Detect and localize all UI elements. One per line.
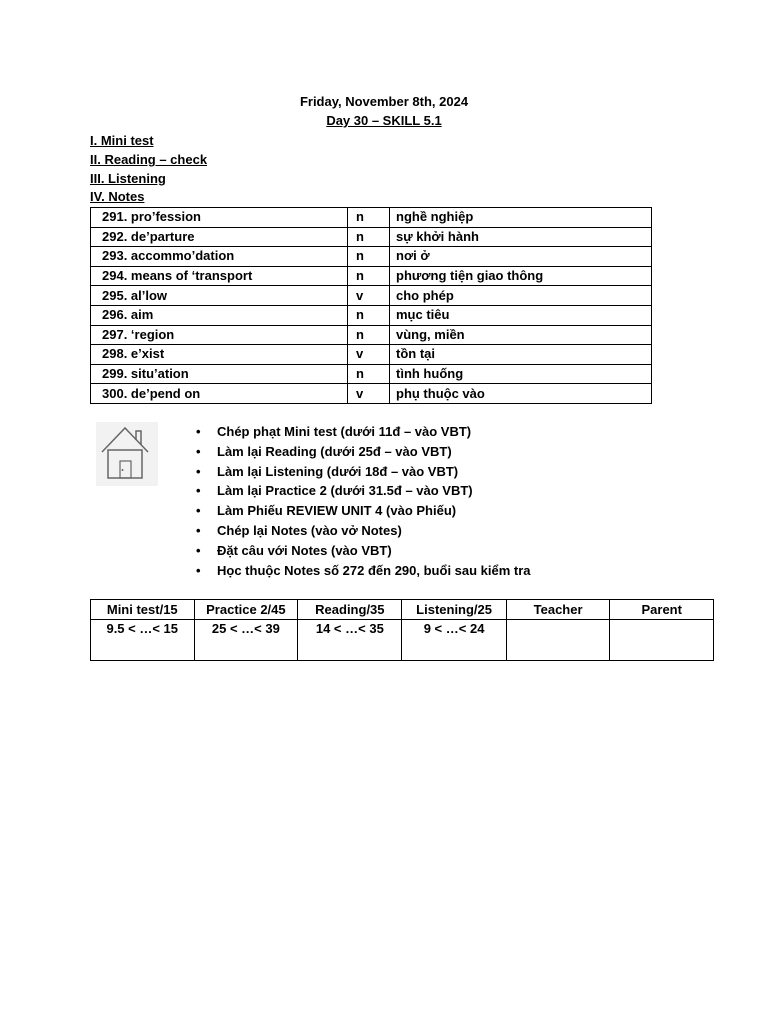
notes-word: 299. situ’ation	[91, 364, 348, 384]
notes-pos: n	[348, 227, 390, 247]
notes-word: 296. aim	[91, 305, 348, 325]
score-header-practice: Practice 2/45	[194, 600, 298, 620]
notes-meaning: mục tiêu	[390, 305, 652, 325]
homework-item: • Làm Phiếu REVIEW UNIT 4 (vào Phiếu)	[196, 503, 457, 519]
score-value-teacher	[506, 620, 610, 661]
homework-item: • Làm lại Practice 2 (dưới 31.5đ – vào VBT)	[196, 483, 473, 499]
notes-row	[91, 227, 652, 247]
score-value-reading: 14 < …< 35	[298, 620, 402, 661]
homework-item: • Chép lại Notes (vào vở Notes)	[196, 522, 402, 538]
score-header-row	[91, 600, 714, 620]
homework-text: Làm lại Reading (dưới 25đ – vào VBT)	[217, 443, 452, 459]
notes-meaning: phương tiện giao thông	[390, 266, 652, 286]
notes-pos: n	[348, 247, 390, 267]
notes-word: 297. ‘region	[91, 325, 348, 345]
notes-meaning: nơi ở	[390, 247, 652, 267]
notes-pos: n	[348, 266, 390, 286]
score-header-reading: Reading/35	[298, 600, 402, 620]
notes-word: 292. de’parture	[91, 227, 348, 247]
house-icon-graphic	[96, 422, 158, 486]
score-header-parent: Parent	[610, 600, 714, 620]
notes-pos: v	[348, 286, 390, 306]
notes-meaning: tồn tại	[390, 345, 652, 365]
worksheet-date: Friday, November 8th, 2024	[299, 94, 469, 109]
notes-row	[91, 325, 652, 345]
notes-pos: n	[348, 208, 390, 228]
notes-table	[90, 207, 652, 404]
homework-item: • Làm lại Listening (dưới 18đ – vào VBT)	[196, 463, 459, 479]
score-header-teacher: Teacher	[506, 600, 610, 620]
notes-meaning: nghề nghiệp	[390, 208, 652, 228]
notes-word: 294. means of ‘transport	[91, 266, 348, 286]
notes-word: 295. al’low	[91, 286, 348, 306]
homework-item: • Học thuộc Notes số 272 đến 290, buổi sau kiểm tra	[196, 562, 531, 578]
score-header-mini-test: Mini test/15	[91, 600, 195, 620]
score-value-parent	[610, 620, 714, 661]
homework-item: • Làm lại Reading (dưới 25đ – vào VBT)	[196, 443, 452, 459]
notes-row	[91, 286, 652, 306]
notes-pos: n	[348, 305, 390, 325]
score-value-listening: 9 < …< 24	[402, 620, 506, 661]
homework-item: • Chép phạt Mini test (dưới 11đ – vào VBT)	[196, 424, 472, 439]
notes-meaning: tình huống	[390, 364, 652, 384]
section-mini-test: I. Mini test	[90, 133, 154, 148]
notes-row	[91, 384, 652, 404]
homework-item: • Đặt câu với Notes (vào VBT)	[196, 542, 392, 558]
notes-row	[91, 247, 652, 267]
homework-text: Học thuộc Notes số 272 đến 290, buổi sau kiểm tra	[217, 562, 531, 578]
notes-row	[91, 364, 652, 384]
homework-text: Chép phạt Mini test (dưới 11đ – vào VBT)	[217, 424, 472, 439]
notes-meaning: cho phép	[390, 286, 652, 306]
notes-pos: n	[348, 364, 390, 384]
notes-meaning: phụ thuộc vào	[390, 384, 652, 404]
score-table	[90, 599, 714, 661]
house-icon	[96, 422, 158, 486]
notes-word: 300. de’pend on	[91, 384, 348, 404]
notes-pos: v	[348, 345, 390, 365]
score-value-mini-test: 9.5 < …< 15	[91, 620, 195, 661]
notes-row	[91, 305, 652, 325]
homework-text: Đặt câu với Notes (vào VBT)	[217, 542, 392, 558]
score-value-practice: 25 < …< 39	[194, 620, 298, 661]
notes-word: 293. accommo’dation	[91, 247, 348, 267]
homework-text: Làm Phiếu REVIEW UNIT 4 (vào Phiếu)	[217, 503, 457, 519]
homework-text: Làm lại Listening (dưới 18đ – vào VBT)	[217, 463, 459, 479]
homework-text: Chép lại Notes (vào vở Notes)	[217, 522, 402, 538]
homework-list	[196, 422, 531, 580]
notes-word: 298. e’xist	[91, 345, 348, 365]
notes-pos: v	[348, 384, 390, 404]
notes-word: 291. pro’fession	[91, 208, 348, 228]
section-listening: III. Listening	[90, 171, 166, 186]
notes-row	[91, 266, 652, 286]
score-value-row	[91, 620, 714, 661]
notes-row	[91, 345, 652, 365]
score-header-listening: Listening/25	[402, 600, 506, 620]
notes-pos: n	[348, 325, 390, 345]
homework-text: Làm lại Practice 2 (dưới 31.5đ – vào VBT)	[217, 483, 473, 499]
worksheet-title: Day 30 – SKILL 5.1	[326, 113, 442, 128]
notes-meaning: vùng, miền	[390, 325, 652, 345]
section-notes: IV. Notes	[90, 189, 145, 204]
notes-row	[91, 208, 652, 228]
notes-meaning: sự khởi hành	[390, 227, 652, 247]
section-reading-check: II. Reading – check	[90, 152, 208, 167]
